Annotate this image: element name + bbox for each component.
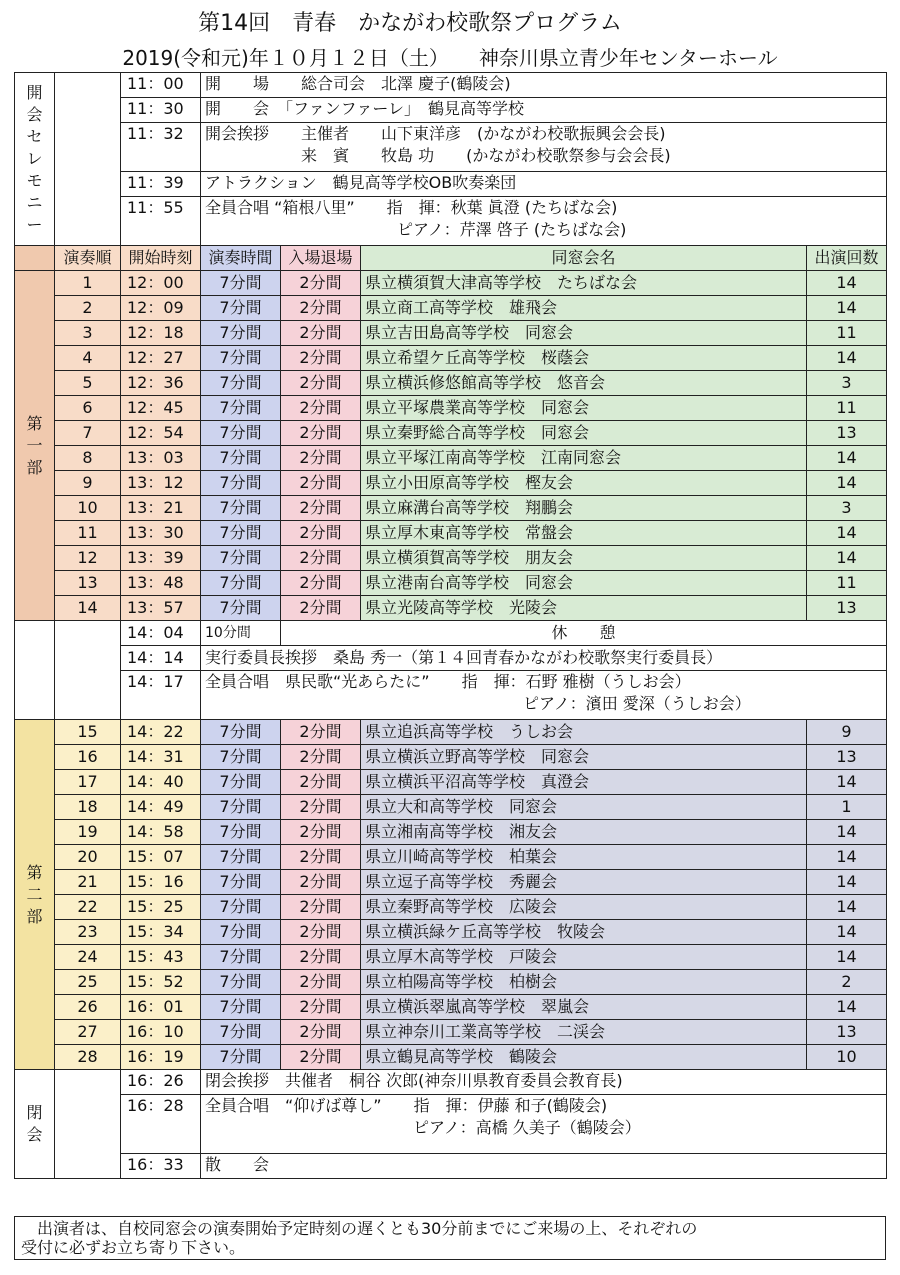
program-table xyxy=(14,72,887,1179)
row-order: 3 xyxy=(55,321,121,346)
row-order: 6 xyxy=(55,396,121,421)
row-start-time: 16：19 xyxy=(121,1045,201,1070)
table-row xyxy=(15,421,887,446)
row-alumni-name: 県立大和高等学校 同窓会 xyxy=(361,795,807,820)
row-alumni-name: 県立横須賀大津高等学校 たちばな会 xyxy=(361,271,807,296)
event-text xyxy=(201,98,887,123)
row-order: 7 xyxy=(55,421,121,446)
table-row xyxy=(15,945,887,970)
greeting-text: 実行委員長挨拶 桑島 秀一（第１４回青春かながわ校歌祭実行委員長） xyxy=(201,646,887,671)
row-inout: 2分間 xyxy=(281,970,361,995)
row-inout: 2分間 xyxy=(281,795,361,820)
ceremony-row xyxy=(15,172,887,197)
row-alumni-name: 県立横浜緑ケ丘高等学校 牧陵会 xyxy=(361,920,807,945)
row-count: 11 xyxy=(807,396,887,421)
row-start-time: 14：22 xyxy=(121,720,201,745)
chorus-line2: ピアノ：濱田 愛深（うしお会） xyxy=(523,694,751,713)
closing-text xyxy=(201,1095,887,1154)
row-alumni-name: 県立鶴見高等学校 鶴陵会 xyxy=(361,1045,807,1070)
row-alumni-name: 県立平塚農業高等学校 同窓会 xyxy=(361,396,807,421)
row-start-time: 15：43 xyxy=(121,945,201,970)
chorus-text xyxy=(201,671,887,720)
section-open-ceremony xyxy=(15,73,55,246)
row-order: 18 xyxy=(55,795,121,820)
row-duration: 7分間 xyxy=(201,995,281,1020)
table-row xyxy=(15,795,887,820)
row-start-time: 15：16 xyxy=(121,870,201,895)
row-order: 2 xyxy=(55,296,121,321)
row-inout: 2分間 xyxy=(281,496,361,521)
row-inout: 2分間 xyxy=(281,895,361,920)
row-inout: 2分間 xyxy=(281,945,361,970)
closing-time: 16：33 xyxy=(121,1154,201,1179)
blank-cell xyxy=(55,621,121,720)
footer-note xyxy=(14,1216,886,1260)
row-inout: 2分間 xyxy=(281,995,361,1020)
event-line: 閉会挨拶 共催者 桐谷 次郎(神奈川県教育委員会教育長) xyxy=(205,1071,623,1090)
header-blank xyxy=(15,246,55,271)
event-time: 11：32 xyxy=(121,123,201,172)
table-row xyxy=(15,995,887,1020)
blank-cell xyxy=(55,73,121,246)
ceremony-row xyxy=(15,123,887,172)
row-order: 17 xyxy=(55,770,121,795)
row-order: 27 xyxy=(55,1020,121,1045)
header-start: 開始時刻 xyxy=(121,246,201,271)
row-count: 2 xyxy=(807,970,887,995)
table-row xyxy=(15,471,887,496)
ceremony-row xyxy=(15,197,887,246)
row-duration: 7分間 xyxy=(201,770,281,795)
ceremony-row xyxy=(15,73,887,98)
header-count: 出演回数 xyxy=(807,246,887,271)
row-inout: 2分間 xyxy=(281,596,361,621)
event-line: 来 賓 牧島 功 (かながわ校歌祭参与会会長) xyxy=(205,146,671,165)
row-count: 14 xyxy=(807,920,887,945)
row-alumni-name: 県立商工高等学校 雄飛会 xyxy=(361,296,807,321)
section-label: 第二部 xyxy=(26,862,43,926)
row-alumni-name: 県立柏陽高等学校 柏樹会 xyxy=(361,970,807,995)
row-count: 14 xyxy=(807,820,887,845)
row-duration: 7分間 xyxy=(201,1045,281,1070)
row-count: 14 xyxy=(807,271,887,296)
event-line: 全員合唱 “仰げば尊し” 指 揮：伊藤 和子(鶴陵会) xyxy=(205,1096,608,1115)
row-order: 25 xyxy=(55,970,121,995)
row-inout: 2分間 xyxy=(281,371,361,396)
table-row xyxy=(15,396,887,421)
table-row xyxy=(15,745,887,770)
row-order: 8 xyxy=(55,446,121,471)
row-count: 14 xyxy=(807,895,887,920)
row-alumni-name: 県立秦野高等学校 広陵会 xyxy=(361,895,807,920)
row-duration: 7分間 xyxy=(201,1020,281,1045)
row-duration: 7分間 xyxy=(201,546,281,571)
row-duration: 7分間 xyxy=(201,745,281,770)
event-line: ピアノ：芹澤 啓子 (たちばな会) xyxy=(205,220,627,239)
event-line: アトラクション 鶴見高等学校OB吹奏楽団 xyxy=(205,173,517,192)
break-time: 14：04 xyxy=(121,621,201,646)
row-count: 3 xyxy=(807,496,887,521)
row-order: 11 xyxy=(55,521,121,546)
row-count: 14 xyxy=(807,995,887,1020)
row-start-time: 16：01 xyxy=(121,995,201,1020)
event-line: 開会挨拶 主催者 山下東洋彦 (かながわ校歌振興会会長) xyxy=(205,124,666,143)
event-line: 開 会 「ファンファーレ」 鶴見高等学校 xyxy=(205,99,525,118)
row-inout: 2分間 xyxy=(281,296,361,321)
chorus-row xyxy=(15,671,887,720)
row-duration: 7分間 xyxy=(201,471,281,496)
footer-note-line2: 受付に必ずお立ち寄り下さい。 xyxy=(21,1238,246,1257)
table-row xyxy=(15,496,887,521)
row-inout: 2分間 xyxy=(281,546,361,571)
row-alumni-name: 県立吉田島高等学校 同窓会 xyxy=(361,321,807,346)
event-text xyxy=(201,73,887,98)
row-inout: 2分間 xyxy=(281,1045,361,1070)
row-count: 13 xyxy=(807,421,887,446)
row-count: 14 xyxy=(807,845,887,870)
row-alumni-name: 県立横須賀高等学校 朋友会 xyxy=(361,546,807,571)
row-alumni-name: 県立横浜翠嵐高等学校 翠嵐会 xyxy=(361,995,807,1020)
closing-time: 16：26 xyxy=(121,1070,201,1095)
row-order: 20 xyxy=(55,845,121,870)
row-order: 22 xyxy=(55,895,121,920)
table-row xyxy=(15,845,887,870)
event-time: 11：55 xyxy=(121,197,201,246)
section-part2 xyxy=(15,720,55,1070)
row-duration: 7分間 xyxy=(201,720,281,745)
row-alumni-name: 県立平塚江南高等学校 江南同窓会 xyxy=(361,446,807,471)
table-row xyxy=(15,296,887,321)
row-order: 19 xyxy=(55,820,121,845)
row-start-time: 13：21 xyxy=(121,496,201,521)
table-row xyxy=(15,446,887,471)
row-order: 1 xyxy=(55,271,121,296)
table-row xyxy=(15,521,887,546)
row-order: 28 xyxy=(55,1045,121,1070)
row-duration: 7分間 xyxy=(201,596,281,621)
row-order: 9 xyxy=(55,471,121,496)
table-row xyxy=(15,321,887,346)
header-inout: 入場退場 xyxy=(281,246,361,271)
row-order: 4 xyxy=(55,346,121,371)
row-start-time: 12：54 xyxy=(121,421,201,446)
row-inout: 2分間 xyxy=(281,745,361,770)
row-start-time: 13：57 xyxy=(121,596,201,621)
ceremony-row xyxy=(15,98,887,123)
row-alumni-name: 県立光陵高等学校 光陵会 xyxy=(361,596,807,621)
table-row xyxy=(15,371,887,396)
row-count: 14 xyxy=(807,346,887,371)
header-order: 演奏順 xyxy=(55,246,121,271)
row-start-time: 13：48 xyxy=(121,571,201,596)
row-order: 16 xyxy=(55,745,121,770)
row-duration: 7分間 xyxy=(201,271,281,296)
table-row xyxy=(15,346,887,371)
row-inout: 2分間 xyxy=(281,346,361,371)
row-duration: 7分間 xyxy=(201,496,281,521)
row-start-time: 14：58 xyxy=(121,820,201,845)
row-count: 11 xyxy=(807,571,887,596)
program-subtitle: 2019(令和元)年１０月１２日（土） 神奈川県立青少年センターホール xyxy=(122,46,778,70)
section-label: 第一部 xyxy=(26,413,43,477)
closing-time: 16：28 xyxy=(121,1095,201,1154)
row-inout: 2分間 xyxy=(281,920,361,945)
closing-row xyxy=(15,1154,887,1179)
row-alumni-name: 県立追浜高等学校 うしお会 xyxy=(361,720,807,745)
table-row xyxy=(15,571,887,596)
row-duration: 7分間 xyxy=(201,820,281,845)
row-start-time: 13：30 xyxy=(121,521,201,546)
event-text xyxy=(201,197,887,246)
row-start-time: 12：27 xyxy=(121,346,201,371)
row-duration: 7分間 xyxy=(201,920,281,945)
row-inout: 2分間 xyxy=(281,471,361,496)
table-row xyxy=(15,870,887,895)
row-alumni-name: 県立横浜立野高等学校 同窓会 xyxy=(361,745,807,770)
closing-row xyxy=(15,1070,887,1095)
row-order: 23 xyxy=(55,920,121,945)
closing-row xyxy=(15,1095,887,1154)
row-duration: 7分間 xyxy=(201,446,281,471)
header-alumni: 同窓会名 xyxy=(361,246,807,271)
row-inout: 2分間 xyxy=(281,820,361,845)
row-count: 13 xyxy=(807,1020,887,1045)
row-order: 15 xyxy=(55,720,121,745)
row-count: 3 xyxy=(807,371,887,396)
row-duration: 7分間 xyxy=(201,346,281,371)
row-start-time: 12：36 xyxy=(121,371,201,396)
row-alumni-name: 県立秦野総合高等学校 同窓会 xyxy=(361,421,807,446)
row-order: 12 xyxy=(55,546,121,571)
row-count: 14 xyxy=(807,945,887,970)
row-start-time: 14：31 xyxy=(121,745,201,770)
row-order: 5 xyxy=(55,371,121,396)
row-alumni-name: 県立港南台高等学校 同窓会 xyxy=(361,571,807,596)
row-alumni-name: 県立湘南高等学校 湘友会 xyxy=(361,820,807,845)
row-duration: 7分間 xyxy=(201,396,281,421)
table-row xyxy=(15,895,887,920)
row-duration: 7分間 xyxy=(201,521,281,546)
table-row xyxy=(15,596,887,621)
row-order: 26 xyxy=(55,995,121,1020)
table-header-row xyxy=(15,246,887,271)
row-inout: 2分間 xyxy=(281,521,361,546)
row-order: 21 xyxy=(55,870,121,895)
row-duration: 7分間 xyxy=(201,296,281,321)
row-inout: 2分間 xyxy=(281,421,361,446)
greeting-row xyxy=(15,646,887,671)
row-count: 10 xyxy=(807,1045,887,1070)
row-count: 11 xyxy=(807,321,887,346)
table-row xyxy=(15,720,887,745)
row-order: 24 xyxy=(55,945,121,970)
chorus-line1: 全員合唱 県民歌“光あらたに” 指 揮：石野 雅樹（うしお会） xyxy=(205,672,691,691)
row-duration: 7分間 xyxy=(201,845,281,870)
table-row xyxy=(15,970,887,995)
row-inout: 2分間 xyxy=(281,845,361,870)
row-inout: 2分間 xyxy=(281,770,361,795)
section-part1 xyxy=(15,271,55,621)
row-duration: 7分間 xyxy=(201,571,281,596)
row-duration: 7分間 xyxy=(201,421,281,446)
row-inout: 2分間 xyxy=(281,446,361,471)
row-start-time: 14：40 xyxy=(121,770,201,795)
section-label: 開会セレモニー xyxy=(26,83,43,234)
event-time: 11：39 xyxy=(121,172,201,197)
blank-cell xyxy=(15,621,55,720)
row-start-time: 15：34 xyxy=(121,920,201,945)
row-inout: 2分間 xyxy=(281,271,361,296)
header-duration: 演奏時間 xyxy=(201,246,281,271)
row-order: 14 xyxy=(55,596,121,621)
blank-cell xyxy=(55,1070,121,1179)
row-alumni-name: 県立川崎高等学校 柏葉会 xyxy=(361,845,807,870)
row-start-time: 13：03 xyxy=(121,446,201,471)
row-duration: 7分間 xyxy=(201,321,281,346)
row-start-time: 12：18 xyxy=(121,321,201,346)
row-inout: 2分間 xyxy=(281,720,361,745)
row-alumni-name: 県立希望ケ丘高等学校 桜蔭会 xyxy=(361,346,807,371)
table-row xyxy=(15,920,887,945)
program-title: 第14回 青春 かながわ校歌祭プログラム xyxy=(198,11,622,36)
row-duration: 7分間 xyxy=(201,371,281,396)
row-alumni-name: 県立横浜修悠館高等学校 悠音会 xyxy=(361,371,807,396)
section-closing xyxy=(15,1070,55,1179)
row-count: 9 xyxy=(807,720,887,745)
event-time: 11：00 xyxy=(121,73,201,98)
row-count: 13 xyxy=(807,745,887,770)
row-duration: 7分間 xyxy=(201,895,281,920)
row-count: 14 xyxy=(807,296,887,321)
row-count: 14 xyxy=(807,521,887,546)
row-start-time: 14：49 xyxy=(121,795,201,820)
row-start-time: 12：00 xyxy=(121,271,201,296)
row-inout: 2分間 xyxy=(281,870,361,895)
footer-note-line1: 出演者は、自校同窓会の演奏開始予定時刻の遅くとも30分前までにご来場の上、それぞれの xyxy=(37,1219,698,1238)
table-row xyxy=(15,770,887,795)
table-row xyxy=(15,271,887,296)
row-alumni-name: 県立厚木高等学校 戸陵会 xyxy=(361,945,807,970)
row-start-time: 12：09 xyxy=(121,296,201,321)
row-alumni-name: 県立神奈川工業高等学校 二渓会 xyxy=(361,1020,807,1045)
chorus-time: 14：17 xyxy=(121,671,201,720)
break-label: 休 憩 xyxy=(281,621,887,646)
event-line: ピアノ：高橋 久美子（鶴陵会） xyxy=(205,1118,641,1137)
row-order: 10 xyxy=(55,496,121,521)
table-row xyxy=(15,820,887,845)
row-duration: 7分間 xyxy=(201,970,281,995)
row-start-time: 15：52 xyxy=(121,970,201,995)
event-time: 11：30 xyxy=(121,98,201,123)
row-count: 1 xyxy=(807,795,887,820)
row-start-time: 16：10 xyxy=(121,1020,201,1045)
row-duration: 7分間 xyxy=(201,795,281,820)
row-alumni-name: 県立厚木東高等学校 常盤会 xyxy=(361,521,807,546)
event-line: 開 場 総合司会 北澤 慶子(鶴陵会) xyxy=(205,74,511,93)
event-line: 全員合唱 “箱根八里” 指 揮：秋葉 眞澄 (たちばな会) xyxy=(205,198,618,217)
table-row xyxy=(15,1020,887,1045)
row-alumni-name: 県立横浜平沼高等学校 真澄会 xyxy=(361,770,807,795)
row-order: 13 xyxy=(55,571,121,596)
closing-text xyxy=(201,1154,887,1179)
row-duration: 7分間 xyxy=(201,945,281,970)
row-start-time: 13：39 xyxy=(121,546,201,571)
row-alumni-name: 県立逗子高等学校 秀麗会 xyxy=(361,870,807,895)
break-duration: 10分間 xyxy=(201,621,281,646)
row-count: 14 xyxy=(807,870,887,895)
row-count: 13 xyxy=(807,596,887,621)
table-row xyxy=(15,1045,887,1070)
section-label: 閉会 xyxy=(26,1103,43,1144)
event-text xyxy=(201,123,887,172)
row-start-time: 15：25 xyxy=(121,895,201,920)
closing-text xyxy=(201,1070,887,1095)
row-inout: 2分間 xyxy=(281,571,361,596)
row-duration: 7分間 xyxy=(201,870,281,895)
row-count: 14 xyxy=(807,446,887,471)
event-text xyxy=(201,172,887,197)
row-inout: 2分間 xyxy=(281,1020,361,1045)
row-inout: 2分間 xyxy=(281,321,361,346)
row-count: 14 xyxy=(807,546,887,571)
event-line: 散 会 xyxy=(205,1155,270,1174)
row-count: 14 xyxy=(807,471,887,496)
row-alumni-name: 県立麻溝台高等学校 翔鵬会 xyxy=(361,496,807,521)
break-row xyxy=(15,621,887,646)
row-inout: 2分間 xyxy=(281,396,361,421)
greeting-time: 14：14 xyxy=(121,646,201,671)
row-start-time: 12：45 xyxy=(121,396,201,421)
row-count: 14 xyxy=(807,770,887,795)
table-row xyxy=(15,546,887,571)
row-alumni-name: 県立小田原高等学校 樫友会 xyxy=(361,471,807,496)
row-start-time: 15：07 xyxy=(121,845,201,870)
row-start-time: 13：12 xyxy=(121,471,201,496)
